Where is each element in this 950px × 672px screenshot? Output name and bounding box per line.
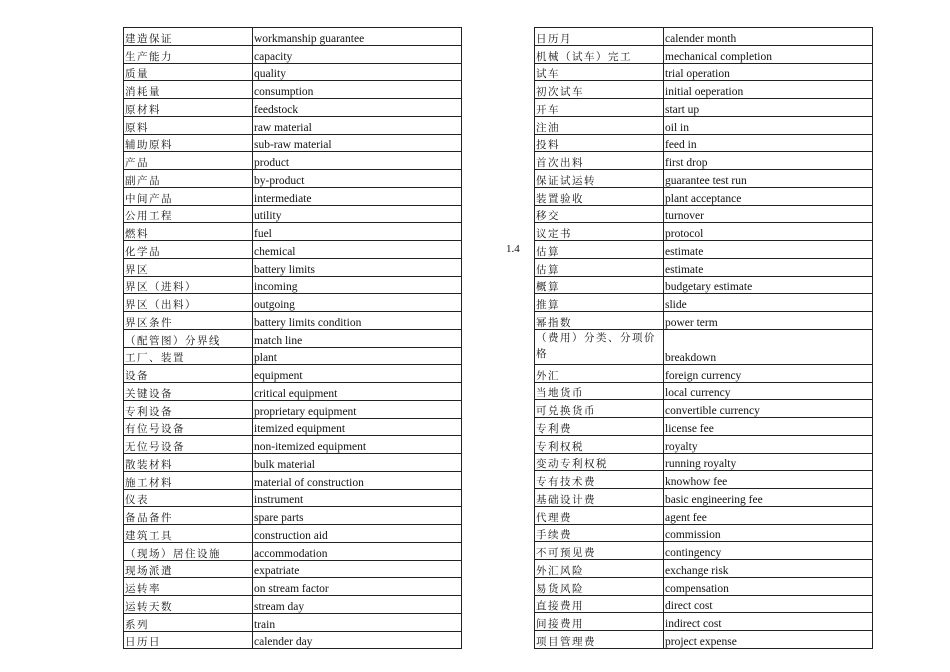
english-term: direct cost xyxy=(664,595,873,613)
english-term: incoming xyxy=(253,276,462,294)
glossary-row xyxy=(535,542,873,560)
english-term: plant acceptance xyxy=(664,187,873,205)
glossary-row xyxy=(124,542,462,560)
glossary-row xyxy=(124,276,462,294)
chinese-term: 当地货币 xyxy=(535,382,664,400)
glossary-row xyxy=(535,329,873,364)
english-term: feedstock xyxy=(253,99,462,117)
glossary-row xyxy=(124,383,462,401)
english-term: material of construction xyxy=(253,471,462,489)
english-term: calender month xyxy=(664,28,873,46)
chinese-term: 保证试运转 xyxy=(535,170,664,188)
chinese-term: 散装材料 xyxy=(124,454,253,472)
english-term: instrument xyxy=(253,489,462,507)
english-term: oil in xyxy=(664,116,873,134)
chinese-term: 界区（进料） xyxy=(124,276,253,294)
glossary-row xyxy=(124,347,462,365)
english-term: estimate xyxy=(664,258,873,276)
section-number: 1.4 xyxy=(506,243,520,255)
glossary-row xyxy=(124,578,462,596)
chinese-term: 首次出料 xyxy=(535,152,664,170)
english-term: consumption xyxy=(253,81,462,99)
english-term: knowhow fee xyxy=(664,471,873,489)
english-term: accommodation xyxy=(253,542,462,560)
english-term: utility xyxy=(253,205,462,223)
chinese-term: 装置验收 xyxy=(535,187,664,205)
chinese-term: 专利权税 xyxy=(535,435,664,453)
glossary-row xyxy=(124,205,462,223)
chinese-term: 仪表 xyxy=(124,489,253,507)
glossary-row xyxy=(124,81,462,99)
chinese-term: 概算 xyxy=(535,276,664,294)
glossary-row xyxy=(535,577,873,595)
glossary-row xyxy=(535,506,873,524)
glossary-row xyxy=(535,489,873,507)
glossary-row xyxy=(124,631,462,649)
english-term: breakdown xyxy=(664,329,873,364)
chinese-term: 运转天数 xyxy=(124,596,253,614)
english-term: plant xyxy=(253,347,462,365)
chinese-term: 议定书 xyxy=(535,223,664,241)
english-term: raw material xyxy=(253,116,462,134)
glossary-row xyxy=(124,312,462,330)
english-term: chemical xyxy=(253,241,462,259)
chinese-term: 专利费 xyxy=(535,418,664,436)
glossary-row xyxy=(124,170,462,188)
chinese-term: 代理费 xyxy=(535,506,664,524)
english-term: budgetary estimate xyxy=(664,276,873,294)
chinese-term: 可兑换货币 xyxy=(535,400,664,418)
english-term: compensation xyxy=(664,577,873,595)
chinese-term: 开车 xyxy=(535,99,664,117)
glossary-row xyxy=(535,205,873,223)
chinese-term: 产品 xyxy=(124,152,253,170)
glossary-row xyxy=(535,223,873,241)
chinese-term: 建筑工具 xyxy=(124,525,253,543)
chinese-term: 专利设备 xyxy=(124,400,253,418)
chinese-term: 项目管理费 xyxy=(535,631,664,649)
chinese-term: 燃料 xyxy=(124,223,253,241)
english-term: guarantee test run xyxy=(664,170,873,188)
english-term: power term xyxy=(664,312,873,330)
glossary-row xyxy=(535,152,873,170)
glossary-row xyxy=(535,28,873,46)
english-term: mechanical completion xyxy=(664,45,873,63)
english-term: battery limits condition xyxy=(253,312,462,330)
chinese-term: 界区（出料） xyxy=(124,294,253,312)
chinese-term: 系列 xyxy=(124,613,253,631)
english-term: calender day xyxy=(253,631,462,649)
english-term: battery limits xyxy=(253,258,462,276)
english-term: slide xyxy=(664,294,873,312)
english-term: first drop xyxy=(664,152,873,170)
chinese-term: 中间产品 xyxy=(124,187,253,205)
glossary-row xyxy=(535,312,873,330)
glossary-table-left xyxy=(123,27,462,649)
english-term: basic engineering fee xyxy=(664,489,873,507)
english-term: spare parts xyxy=(253,507,462,525)
english-term: on stream factor xyxy=(253,578,462,596)
chinese-term: 备品备件 xyxy=(124,507,253,525)
english-term: exchange risk xyxy=(664,560,873,578)
english-term: commission xyxy=(664,524,873,542)
glossary-row xyxy=(535,453,873,471)
chinese-term: 质量 xyxy=(124,63,253,81)
english-term: indirect cost xyxy=(664,613,873,631)
chinese-term: 日历月 xyxy=(535,28,664,46)
english-term: local currency xyxy=(664,382,873,400)
chinese-term: 手续费 xyxy=(535,524,664,542)
chinese-term: 公用工程 xyxy=(124,205,253,223)
glossary-row xyxy=(124,63,462,81)
chinese-term: 设备 xyxy=(124,365,253,383)
chinese-term: 原料 xyxy=(124,116,253,134)
chinese-term: 不可预见费 xyxy=(535,542,664,560)
english-term: critical equipment xyxy=(253,383,462,401)
english-term: feed in xyxy=(664,134,873,152)
chinese-term: 外汇风险 xyxy=(535,560,664,578)
english-term: capacity xyxy=(253,45,462,63)
english-term: intermediate xyxy=(253,187,462,205)
glossary-row xyxy=(535,45,873,63)
chinese-term: 间接费用 xyxy=(535,613,664,631)
glossary-row xyxy=(124,134,462,152)
glossary-row xyxy=(124,418,462,436)
glossary-row xyxy=(535,471,873,489)
english-term: quality xyxy=(253,63,462,81)
glossary-row xyxy=(535,364,873,382)
chinese-term: 移交 xyxy=(535,205,664,223)
glossary-row xyxy=(535,294,873,312)
glossary-row xyxy=(535,524,873,542)
glossary-row xyxy=(124,436,462,454)
chinese-term: 变动专利权税 xyxy=(535,453,664,471)
glossary-row xyxy=(535,382,873,400)
glossary-row xyxy=(124,152,462,170)
glossary-row xyxy=(124,116,462,134)
chinese-term: 工厂、装置 xyxy=(124,347,253,365)
glossary-row xyxy=(535,134,873,152)
english-term: initial oeperation xyxy=(664,81,873,99)
english-term: license fee xyxy=(664,418,873,436)
english-term: outgoing xyxy=(253,294,462,312)
english-term: start up xyxy=(664,99,873,117)
glossary-row xyxy=(124,489,462,507)
chinese-term: （现场）居住设施 xyxy=(124,542,253,560)
english-term: royalty xyxy=(664,435,873,453)
chinese-term: 外汇 xyxy=(535,364,664,382)
chinese-term: 施工材料 xyxy=(124,471,253,489)
chinese-term: 试车 xyxy=(535,63,664,81)
english-term: running royalty xyxy=(664,453,873,471)
english-term: agent fee xyxy=(664,506,873,524)
chinese-term: （配管图）分界线 xyxy=(124,329,253,347)
chinese-term: 建造保证 xyxy=(124,28,253,46)
chinese-term: 专有技术费 xyxy=(535,471,664,489)
chinese-term: 易货风险 xyxy=(535,577,664,595)
chinese-term: 注油 xyxy=(535,116,664,134)
chinese-term: 副产品 xyxy=(124,170,253,188)
english-term: equipment xyxy=(253,365,462,383)
glossary-row xyxy=(535,99,873,117)
english-term: contingency xyxy=(664,542,873,560)
english-term: non-itemized equipment xyxy=(253,436,462,454)
glossary-row xyxy=(535,435,873,453)
glossary-row xyxy=(124,294,462,312)
glossary-row xyxy=(124,613,462,631)
glossary-row xyxy=(535,400,873,418)
glossary-row xyxy=(124,241,462,259)
glossary-row xyxy=(124,507,462,525)
chinese-term: 现场派遣 xyxy=(124,560,253,578)
chinese-term: 化学品 xyxy=(124,241,253,259)
chinese-term: 辅助原料 xyxy=(124,134,253,152)
glossary-row xyxy=(124,560,462,578)
english-term: by-product xyxy=(253,170,462,188)
glossary-row xyxy=(124,525,462,543)
chinese-term: 原材料 xyxy=(124,99,253,117)
glossary-row xyxy=(124,471,462,489)
chinese-term: 日历日 xyxy=(124,631,253,649)
glossary-row xyxy=(535,81,873,99)
glossary-row xyxy=(124,99,462,117)
english-term: train xyxy=(253,613,462,631)
chinese-term: 生产能力 xyxy=(124,45,253,63)
english-term: foreign currency xyxy=(664,364,873,382)
glossary-row xyxy=(124,596,462,614)
glossary-row xyxy=(124,400,462,418)
english-term: bulk material xyxy=(253,454,462,472)
glossary-row xyxy=(124,258,462,276)
english-term: itemized equipment xyxy=(253,418,462,436)
glossary-row xyxy=(535,560,873,578)
english-term: protocol xyxy=(664,223,873,241)
glossary-row xyxy=(535,170,873,188)
chinese-term: 消耗量 xyxy=(124,81,253,99)
glossary-row xyxy=(535,631,873,649)
english-term: estimate xyxy=(664,241,873,259)
glossary-row xyxy=(535,258,873,276)
glossary-row xyxy=(535,116,873,134)
chinese-term: 投料 xyxy=(535,134,664,152)
chinese-term: （费用）分类、分项价格 xyxy=(535,329,664,364)
chinese-term: 无位号设备 xyxy=(124,436,253,454)
chinese-term: 界区 xyxy=(124,258,253,276)
english-term: construction aid xyxy=(253,525,462,543)
glossary-row xyxy=(535,63,873,81)
glossary-table-right xyxy=(534,27,873,649)
english-term: fuel xyxy=(253,223,462,241)
english-term: product xyxy=(253,152,462,170)
glossary-row xyxy=(124,329,462,347)
glossary-row xyxy=(535,418,873,436)
chinese-term: 估算 xyxy=(535,241,664,259)
glossary-row xyxy=(124,45,462,63)
chinese-term: 机械（试车）完工 xyxy=(535,45,664,63)
english-term: proprietary equipment xyxy=(253,400,462,418)
english-term: expatriate xyxy=(253,560,462,578)
glossary-row xyxy=(124,28,462,46)
english-term: match line xyxy=(253,329,462,347)
english-term: stream day xyxy=(253,596,462,614)
chinese-term: 直接费用 xyxy=(535,595,664,613)
glossary-row xyxy=(535,276,873,294)
chinese-term: 基础设计费 xyxy=(535,489,664,507)
english-term: turnover xyxy=(664,205,873,223)
chinese-term: 有位号设备 xyxy=(124,418,253,436)
chinese-term: 估算 xyxy=(535,258,664,276)
glossary-row xyxy=(535,595,873,613)
english-term: workmanship guarantee xyxy=(253,28,462,46)
chinese-term: 界区条件 xyxy=(124,312,253,330)
glossary-row xyxy=(124,365,462,383)
glossary-row xyxy=(535,613,873,631)
chinese-term: 运转率 xyxy=(124,578,253,596)
chinese-term: 幂指数 xyxy=(535,312,664,330)
glossary-row xyxy=(124,454,462,472)
glossary-row xyxy=(535,187,873,205)
chinese-term: 推算 xyxy=(535,294,664,312)
english-term: trial operation xyxy=(664,63,873,81)
glossary-row xyxy=(124,223,462,241)
english-term: convertible currency xyxy=(664,400,873,418)
glossary-row xyxy=(535,241,873,259)
chinese-term: 初次试车 xyxy=(535,81,664,99)
chinese-term: 关键设备 xyxy=(124,383,253,401)
english-term: sub-raw material xyxy=(253,134,462,152)
english-term: project expense xyxy=(664,631,873,649)
glossary-row xyxy=(124,187,462,205)
